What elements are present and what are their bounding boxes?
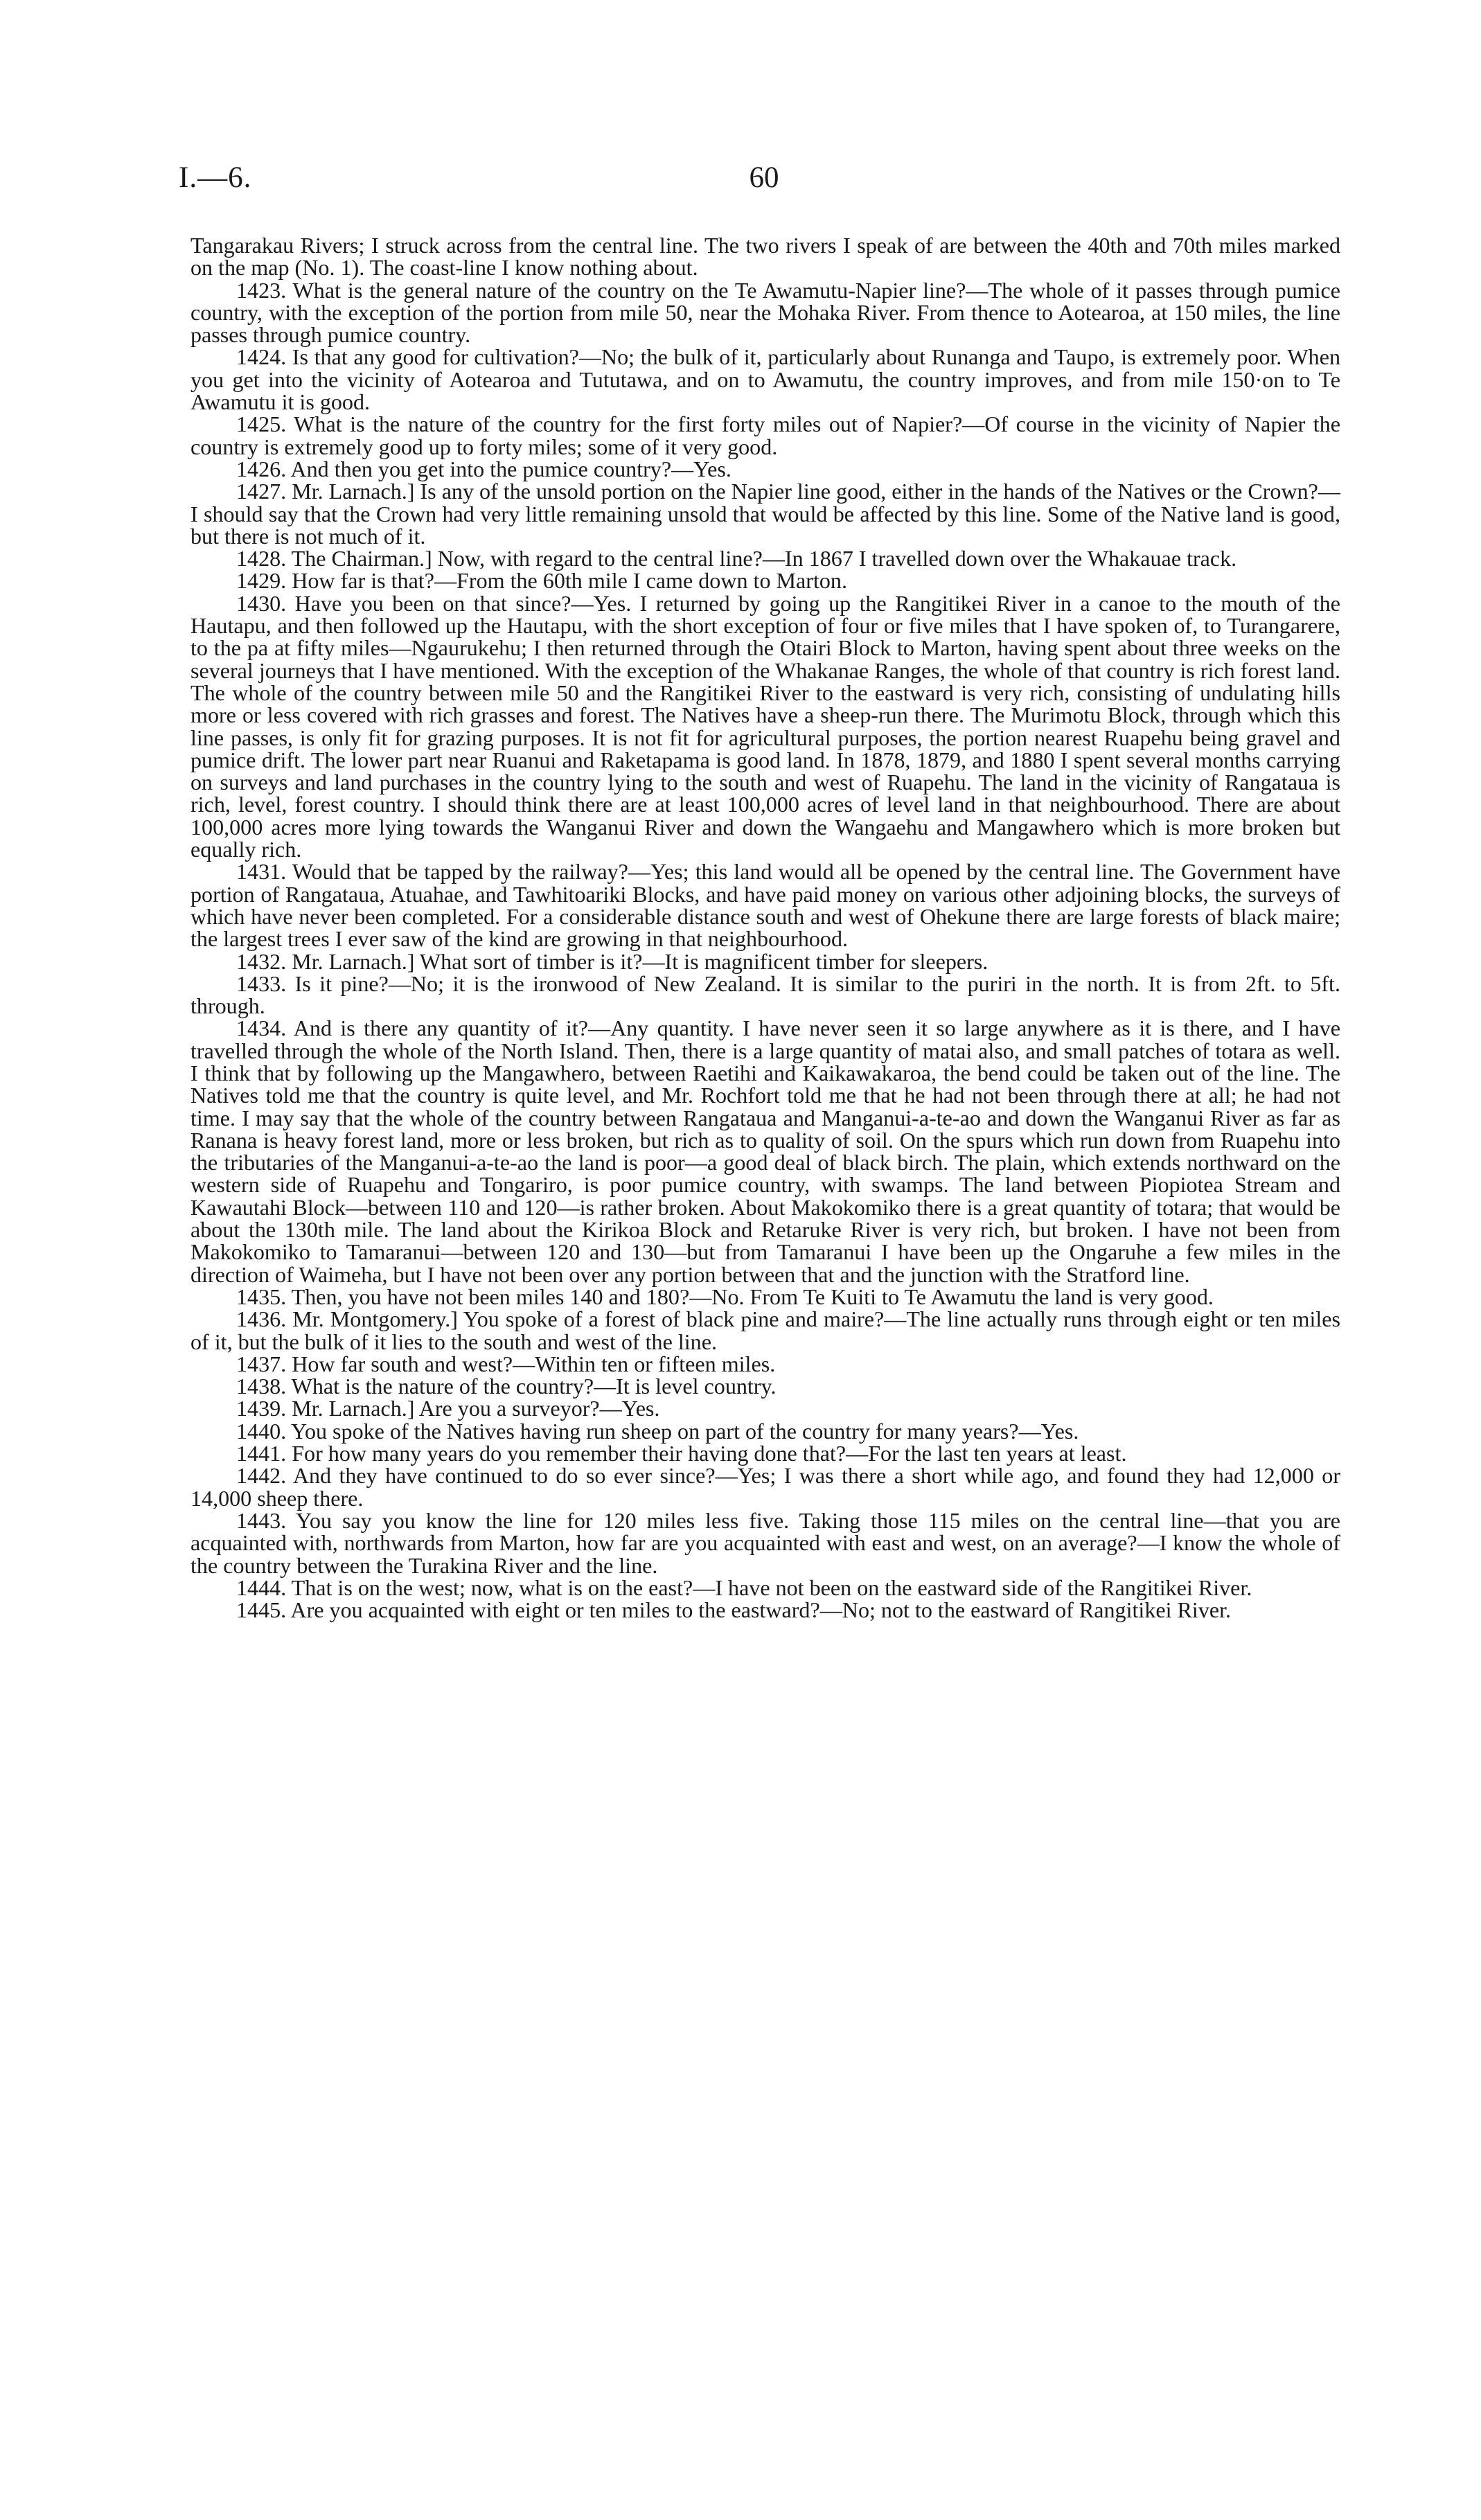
paragraph-1423: 1423. What is the general nature of the country on the Te Awamutu-Napier line?—The whole of it passes through pumice country, with the exception of the portion from mile 50, near the Mohaka River. From thence to Aotearoa, at 150 miles, the line passes through pumice country. — [190, 277, 1340, 348]
paragraph-1436: 1436. Mr. Montgomery.] You spoke of a forest of black pine and maire?—The line actually runs through eight or ten miles of it, but the bulk of it lies to the south and west of the line. — [190, 1306, 1340, 1354]
paragraph-1428: 1428. The Chairman.] Now, with regard to the central line?—In 1867 I travelled down over the Whakauae track. — [236, 546, 1237, 571]
paragraph-1434: 1434. And is there any quantity of it?—Any quantity. I have never seen it so large anywhere as it is there, and I have travelled through the whole of the North Island. Then, there is a large quantity of matai also, and small patches of totara as well. I think that by following up the Mangawhero, between Raetihi and Kaikawakaroa, the bend could be taken out of the line. The Natives told me that the country is quite level, and Mr. Rochfort told me that he had not been through there at all; he had not time. I may say that the whole of the country between Rangataua and Manganui-a-te-ao and down the Wanganui River as far as Ranana is heavy forest land, more or less broken, but rich as to quality of soil. On the spurs which run down from Ruapehu into the tributaries of the Manganui-a-te-ao the land is poor—a good deal of black birch. The plain, which extends northward on the western side of Ruapehu and Tongariro, is poor pumice country, with swamps. The land between Piopiotea Stream and Kawautahi Block—between 110 and 120—is rather broken. About Makokomiko there is a great quantity of totara; that would be about the 130th mile. The land about the Kirikoa Block and Retaruke River is very rich, but broken. I have not been from Makokomiko to Tamaranui—between 120 and 130—but from Tamaranui I have been up the Ongaruhe a few miles in the direction of Waimeha, but I have not been over any portion between that and the junction with the Stratford line. — [190, 1015, 1340, 1287]
paragraph-1440: 1440. You spoke of the Natives having run sheep on part of the country for many years?—Yes. — [236, 1418, 1079, 1444]
paragraph-1438: 1438. What is the nature of the country?—It is level country. — [236, 1374, 777, 1399]
paragraph-1443: 1443. You say you know the line for 120 miles less five. Taking those 115 miles on the central line—that you are acquainted with, northwards from Marton, how far are you acquainted with east and west, on an average?—I know the whole of the country between the Turakina River and the line. — [190, 1507, 1340, 1578]
paragraph-1430: 1430. Have you been on that since?—Yes. I returned by going up the Rangitikei River in a canoe to the mouth of the Hautapu, and then followed up the Hautapu, with the short exception of four or five miles that I have spoken of, to Turangarere, to the pa at fifty miles—Ngaurukehu; I then returned through the Otairi Block to Marton, having spent about three weeks on the several journeys that I have mentioned. With the exception of the Whakanae Ranges, the whole of that country is rich forest land. The whole of the country between mile 50 and the Rangitikei River to the eastward is very rich, consisting of undulating hills more or less covered with rich grasses and forest. The Natives have a sheep-run there. The Murimotu Block, through which this line passes, is only fit for grazing purposes. It is not fit for agricultural purposes, the portion nearest Ruapehu being gravel and pumice drift. The lower part near Ruanui and Raketapama is good land. In 1878, 1879, and 1880 I spent several months carrying on surveys and land purchases in the country lying to the south and west of Ruapehu. The land in the vicinity of Rangataua is rich, level, forest country. I should think there are at least 100,000 acres of level land in that neighbourhood. There are about 100,000 acres more lying towards the Wanganui River and down the Wangaehu and Mangawhero which is more broken but equally rich. — [190, 590, 1340, 862]
paragraph-1427: 1427. Mr. Larnach.] Is any of the unsold portion on the Napier line good, either in the hands of the Natives or the Crown?—I should say that the Crown had very little remaining unsold that would be affected by this line. Some of the Native land is good, but there is not much of it. — [190, 479, 1340, 549]
paragraph-1444: 1444. That is on the west; now, what is on the east?—I have not been on the eastward side of the Rangitikei River. — [236, 1574, 1252, 1600]
paragraph-1425: 1425. What is the nature of the country for the first forty miles out of Napier?—Of course in the vicinity of Napier the country is extremely good up to forty miles; some of it very good. — [190, 411, 1340, 459]
paragraph-1442: 1442. And they have continued to do so ever since?—Yes; I was there a short while ago, and found they had 12,000 or 14,000 sheep there. — [190, 1463, 1340, 1511]
paragraph-1445: 1445. Are you acquainted with eight or ten miles to the eastward?—No; not to the eastward of Rangitikei River. — [236, 1597, 1232, 1623]
page-header — [179, 161, 1349, 209]
paragraph-continuation: Tangarakau Rivers; I struck across from the central line. The two rivers I speak of are between the 40th and 70th miles marked on the map (No. 1). The coast-line I know nothing about. — [190, 233, 1340, 281]
paragraph-1435: 1435. Then, you have not been miles 140 and 180?—No. From Te Kuiti to Te Awamutu the land is very good. — [236, 1284, 1214, 1309]
paragraph-1432: 1432. Mr. Larnach.] What sort of timber is it?—It is magnificent timber for sleepers. — [236, 948, 988, 974]
document-reference: I.—6. — [179, 161, 252, 194]
paragraph-1431: 1431. Would that be tapped by the railway?—Yes; this land would all be opened by the central line. The Government have portion of Rangataua, Atuahae, and Tawhitoariki Blocks, and have paid money on various other adjoining blocks, the surveys of which have never been completed. For a considerable distance south and west of Ohekune there are large forests of black maire; the largest trees I ever saw of the kind are growing in that neighbourhood. — [190, 859, 1340, 952]
paragraph-1439: 1439. Mr. Larnach.] Are you a surveyor?—Yes. — [236, 1396, 660, 1421]
paragraph-1437: 1437. How far south and west?—Within ten or fifteen miles. — [236, 1351, 776, 1376]
paragraph-1426: 1426. And then you get into the pumice country?—Yes. — [236, 456, 731, 481]
page-number: 60 — [749, 161, 779, 194]
paragraph-1441: 1441. For how many years do you remember their having done that?—For the last ten years at least. — [236, 1441, 1127, 1466]
paragraph-1433: 1433. Is it pine?—No; it is the ironwood of New Zealand. It is similar to the puriri in the north. It is from 2ft. to 5ft. through. — [190, 970, 1340, 1019]
paragraph-1424: 1424. Is that any good for cultivation?—No; the bulk of it, particularly about Runanga and Taupo, is extremely poor. When you get into the vicinity of Aotearoa and Tututawa, and on to Awamutu, the country improves, and from mile 150·on to Te Awamutu it is good. — [190, 344, 1340, 415]
body-text — [190, 234, 1340, 1621]
paragraph-1429: 1429. How far is that?—From the 60th mile I came down to Marton. — [236, 568, 847, 594]
